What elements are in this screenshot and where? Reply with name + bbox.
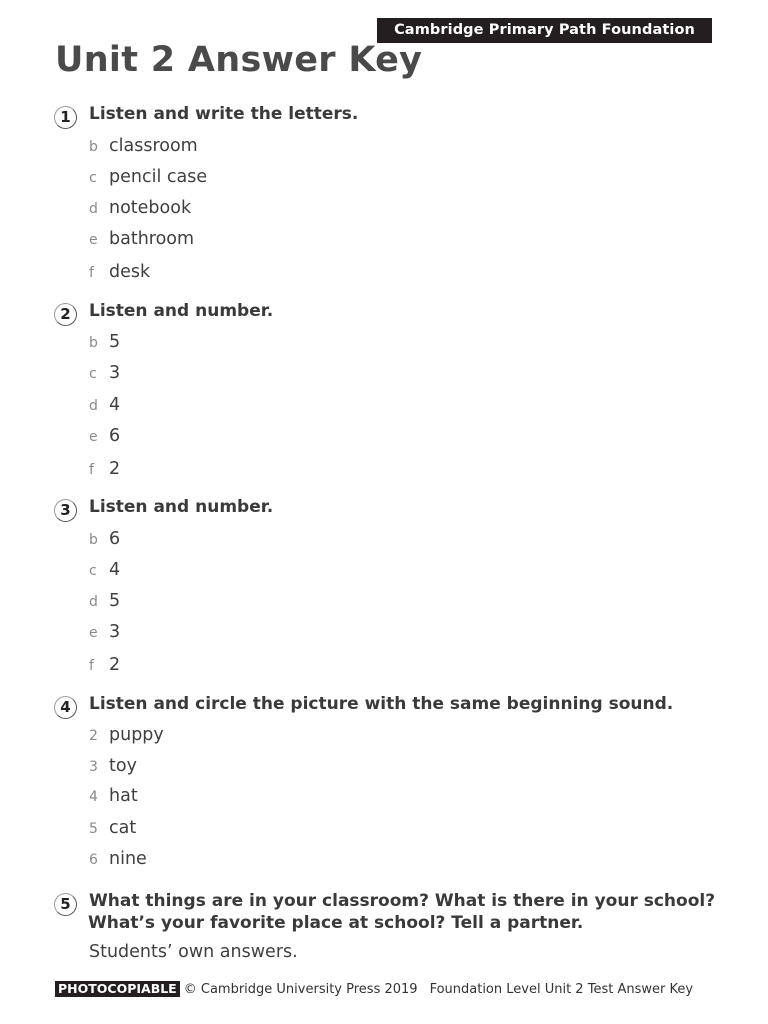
answer-text: toy	[109, 756, 137, 776]
answer-item	[89, 818, 136, 842]
answer-item	[89, 363, 120, 387]
answer-text: classroom	[109, 136, 198, 156]
answer-text: 6	[109, 426, 121, 446]
answer-label: 2	[89, 728, 98, 744]
answer-item	[89, 167, 207, 191]
answer-label: e	[89, 429, 98, 445]
answer-item	[89, 655, 120, 679]
answer-text: 2	[109, 459, 121, 479]
answer-text: nine	[109, 849, 147, 869]
answer-item	[89, 459, 120, 483]
question-number-badge: 3	[54, 499, 77, 522]
photocopiable-badge: PHOTOCOPIABLE	[55, 981, 180, 997]
answer-label: f	[89, 265, 94, 281]
question-number-badge: 2	[54, 303, 77, 326]
answer-text: puppy	[109, 725, 164, 745]
answer-text: 6	[109, 529, 121, 549]
series-banner: Cambridge Primary Path Foundation Level	[377, 18, 712, 43]
answer-item	[89, 198, 191, 222]
answer-label: 6	[89, 852, 98, 868]
question-instruction: Listen and number.	[89, 301, 274, 321]
answer-label: f	[89, 462, 94, 478]
answer-label: e	[89, 232, 98, 248]
answer-label: c	[89, 366, 97, 382]
answer-label: d	[89, 201, 98, 217]
answer-text: hat	[109, 786, 138, 806]
answer-label: d	[89, 594, 98, 610]
answer-item	[89, 262, 150, 286]
answer-item	[89, 622, 120, 646]
answer-item	[89, 591, 120, 615]
answer-item	[89, 756, 137, 780]
answer-item	[89, 332, 120, 356]
question-number-badge: 5	[54, 893, 77, 916]
answer-text: cat	[109, 818, 137, 838]
answer-label: c	[89, 563, 97, 579]
answer-label: 3	[89, 759, 98, 775]
question-instruction-line-1: What things are in your classroom? What is there in your school?	[89, 891, 716, 911]
answer-text: notebook	[109, 198, 192, 218]
answer-item	[89, 725, 164, 749]
question-instruction: Listen and number.	[89, 497, 274, 517]
question-number-badge: 4	[54, 696, 77, 719]
answer-text: 2	[109, 655, 121, 675]
answer-text: 4	[109, 395, 121, 415]
answer-text: 5	[109, 332, 121, 352]
answer-label: c	[89, 170, 97, 186]
question-instruction: Listen and write the letters.	[89, 104, 359, 124]
answer-label: b	[89, 139, 98, 155]
answer-text: 4	[109, 560, 121, 580]
answer-item	[89, 529, 120, 553]
answer-label: 5	[89, 821, 98, 837]
answer-label: b	[89, 335, 98, 351]
answer-item	[89, 849, 147, 873]
page-footer	[55, 981, 693, 999]
answer-label: 4	[89, 789, 98, 805]
answer-item	[89, 395, 120, 419]
answer-text: 3	[109, 622, 121, 642]
document-name: Foundation Level Unit 2 Test Answer Key	[429, 982, 694, 997]
answer-item	[89, 426, 120, 450]
answer-item	[89, 229, 194, 253]
answer-label: f	[89, 658, 94, 674]
answer-label: b	[89, 532, 98, 548]
copyright-text: © Cambridge University Press 2019	[183, 982, 418, 997]
answer-text: 3	[109, 363, 121, 383]
answer-text: Students’ own answers.	[89, 942, 298, 962]
answer-item	[89, 560, 120, 584]
question-instruction-line-2: What’s your favorite place at school? Tell a partner.	[88, 913, 584, 933]
answer-item	[89, 786, 138, 810]
answer-text: 5	[109, 591, 121, 611]
answer-text: pencil case	[109, 167, 208, 187]
question-instruction: Listen and circle the picture with the same beginning sound.	[89, 694, 674, 714]
answer-text: desk	[109, 262, 151, 282]
answer-label: d	[89, 398, 98, 414]
answer-item	[89, 136, 198, 160]
page-title: Unit 2 Answer Key	[55, 40, 423, 80]
question-number-badge: 1	[54, 106, 77, 129]
answer-label: e	[89, 625, 98, 641]
answer-text: bathroom	[109, 229, 195, 249]
